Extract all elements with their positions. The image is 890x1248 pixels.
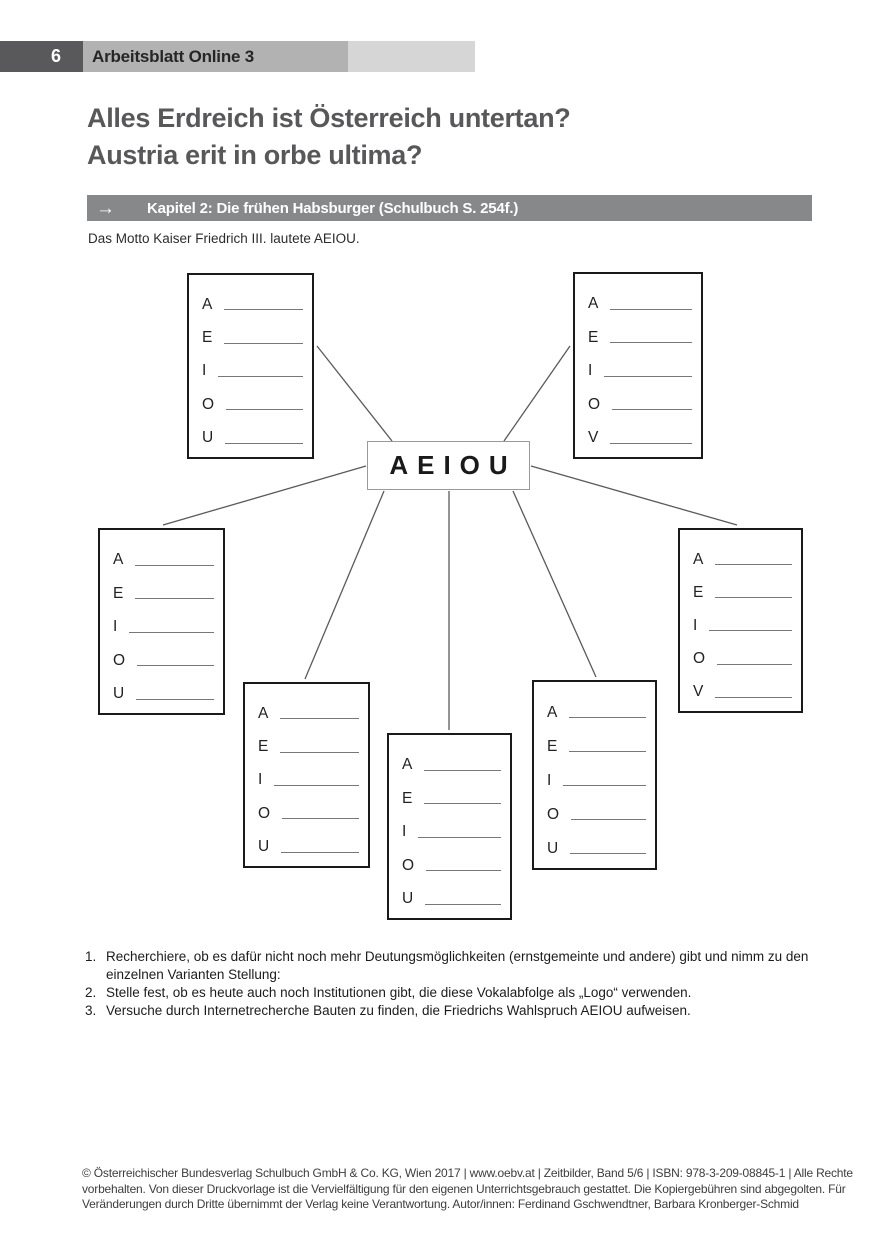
central-aeiou-box: AEIOU: [367, 441, 530, 490]
fill-in-blank: [224, 309, 303, 310]
answer-row: [588, 286, 692, 312]
line-to-bottom-left: [305, 491, 384, 679]
answer-row: [693, 607, 792, 633]
answer-row: [588, 353, 692, 379]
fill-in-blank: [282, 818, 359, 819]
row-letter: I: [402, 823, 407, 840]
answer-row: [547, 728, 646, 754]
chapter-label: Kapitel 2: Die frühen Habsburger (Schulbuch S. 254f.): [147, 199, 519, 217]
answer-row: [693, 641, 792, 667]
fill-in-blank: [135, 565, 214, 566]
fill-in-blank: [224, 343, 303, 344]
fill-in-blank: [281, 852, 359, 853]
row-letter: O: [258, 804, 271, 822]
page-title: [87, 100, 570, 174]
row-letter: I: [693, 616, 698, 634]
answer-row: [258, 829, 359, 855]
page-title-line2: Austria erit in orbe ultima?: [87, 140, 423, 170]
fill-in-blank: [715, 697, 792, 698]
fill-in-blank: [137, 665, 214, 666]
task-list: [85, 948, 863, 1020]
fill-in-blank: [280, 718, 359, 719]
row-letter: U: [202, 429, 214, 447]
answer-row: [588, 386, 692, 412]
answer-row: [402, 847, 501, 873]
row-letter: A: [202, 295, 213, 313]
row-letter: A: [402, 756, 413, 773]
fill-in-blank: [610, 309, 692, 310]
task-text: Recherchiere, ob es dafür nicht noch mehr Deutungsmöglichkeiten (ernstgemeinte und andere) gibt und nimm zu den einzelnen Varianten Stellung:: [106, 949, 809, 982]
copyright-footer: © Österreichischer Bundesverlag Schulbuch GmbH & Co. KG, Wien 2017 | www.oebv.at | Zeitbilder, Band 5/6 | ISBN: 978-3-209-08845-1 | Alle Rechte vorbehalten. Von dieser Druckvorlage ist die Vervielfältigung für den eigenen Unterrichtsgebrauch gestattet. Die Kopiergebühren sind abgegolten. Für Veränderungen durch Dritte übernimmt der Verlag keine Verantwortung. Autor/innen: Ferdinand Gschwendtner, Barbara Kronberger-Schmid: [82, 1166, 853, 1211]
answer-box-top-right: [573, 272, 703, 459]
task-number: 3.: [85, 1003, 97, 1018]
answer-row: [258, 795, 359, 821]
answer-row: [113, 642, 214, 668]
answer-row: [202, 420, 303, 446]
row-letter: E: [588, 328, 599, 346]
row-letter: I: [258, 771, 263, 789]
answer-row: [202, 286, 303, 312]
answer-row: [547, 694, 646, 720]
fill-in-blank: [425, 904, 501, 905]
line-to-bottom-right: [513, 491, 596, 677]
line-to-top-right: [504, 346, 570, 441]
row-letter: O: [693, 650, 706, 668]
task-item-2: [85, 984, 863, 1002]
task-number: 1.: [85, 949, 97, 964]
row-letter: I: [113, 618, 118, 635]
answer-row: [402, 780, 501, 806]
row-letter: I: [547, 771, 552, 789]
answer-row: [693, 541, 792, 567]
row-letter: O: [547, 805, 560, 823]
page-number-badge: 6: [0, 41, 83, 72]
line-to-mid-right: [531, 466, 737, 525]
fill-in-blank: [225, 443, 303, 444]
answer-box-bottom-right: [532, 680, 657, 870]
fill-in-blank: [715, 597, 792, 598]
answer-row: [113, 676, 214, 702]
row-letter: O: [113, 651, 126, 669]
row-letter: V: [588, 429, 599, 446]
row-letter: U: [258, 838, 270, 856]
answer-row: [113, 575, 214, 601]
answer-row: [402, 881, 501, 907]
fill-in-blank: [426, 870, 501, 871]
row-letter: O: [202, 395, 215, 413]
row-letter: E: [113, 584, 124, 602]
fill-in-blank: [717, 664, 792, 665]
answer-row: [258, 695, 359, 721]
row-letter: A: [588, 295, 599, 312]
row-letter: A: [693, 550, 704, 568]
fill-in-blank: [218, 376, 303, 377]
answer-row: [402, 814, 501, 840]
fill-in-blank: [563, 785, 646, 786]
task-number: 2.: [85, 985, 97, 1000]
row-letter: O: [402, 856, 415, 874]
worksheet-title: Arbeitsblatt Online 3: [83, 41, 348, 72]
header-strip: [0, 41, 475, 72]
fill-in-blank: [280, 752, 359, 753]
answer-row: [258, 762, 359, 788]
fill-in-blank: [604, 376, 692, 377]
header-tail-bar: [348, 41, 475, 72]
row-letter: A: [547, 703, 558, 721]
fill-in-blank: [418, 837, 501, 838]
fill-in-blank: [709, 630, 792, 631]
answer-row: [202, 353, 303, 379]
task-text: Stelle fest, ob es heute auch noch Institutionen gibt, die diese Vokalabfolge als „Logo“ verwenden.: [106, 985, 692, 1000]
answer-row: [588, 319, 692, 345]
task-text: Versuche durch Internetrecherche Bauten zu finden, die Friedrichs Wahlspruch AEIOU aufweisen.: [106, 1003, 691, 1018]
fill-in-blank: [135, 598, 214, 599]
row-letter: O: [588, 395, 601, 413]
fill-in-blank: [274, 785, 359, 786]
answer-row: [113, 609, 214, 635]
answer-box-bottom-left: [243, 682, 370, 868]
line-to-top-left: [317, 346, 392, 441]
row-letter: E: [693, 583, 704, 601]
answer-row: [202, 386, 303, 412]
answer-row: [113, 542, 214, 568]
fill-in-blank: [424, 803, 501, 804]
answer-box-mid-right: [678, 528, 803, 713]
answer-box-bottom-center: [387, 733, 512, 920]
fill-in-blank: [610, 342, 692, 343]
arrow-right-icon: →: [96, 197, 115, 219]
fill-in-blank: [569, 717, 646, 718]
answer-row: [258, 729, 359, 755]
fill-in-blank: [610, 443, 692, 444]
page-title-line1: Alles Erdreich ist Österreich untertan?: [87, 103, 571, 133]
row-letter: E: [202, 329, 213, 347]
answer-row: [202, 320, 303, 346]
fill-in-blank: [226, 409, 303, 410]
answer-row: [402, 747, 501, 773]
row-letter: A: [113, 551, 124, 568]
row-letter: A: [258, 704, 269, 722]
fill-in-blank: [612, 409, 692, 410]
line-to-mid-left: [163, 466, 366, 525]
fill-in-blank: [570, 853, 646, 854]
task-item-1: [85, 948, 863, 984]
answer-row: [547, 762, 646, 788]
answer-box-top-left: [187, 273, 314, 459]
fill-in-blank: [424, 770, 501, 771]
answer-row: [693, 574, 792, 600]
answer-row: [693, 674, 792, 700]
row-letter: I: [588, 362, 593, 379]
answer-row: [547, 830, 646, 856]
answer-row: [588, 420, 692, 446]
answer-box-mid-left: [98, 528, 225, 715]
row-letter: U: [402, 890, 414, 907]
chapter-bar: [87, 195, 812, 221]
fill-in-blank: [715, 564, 792, 565]
row-letter: U: [547, 839, 559, 857]
row-letter: U: [113, 685, 125, 702]
row-letter: I: [202, 362, 207, 380]
fill-in-blank: [136, 699, 214, 700]
row-letter: E: [547, 737, 558, 755]
answer-row: [547, 796, 646, 822]
fill-in-blank: [571, 819, 646, 820]
row-letter: V: [693, 683, 704, 701]
task-item-3: [85, 1002, 863, 1020]
intro-text: Das Motto Kaiser Friedrich III. lautete AEIOU.: [88, 231, 360, 246]
row-letter: E: [402, 789, 413, 807]
fill-in-blank: [129, 632, 214, 633]
fill-in-blank: [569, 751, 646, 752]
row-letter: E: [258, 738, 269, 756]
